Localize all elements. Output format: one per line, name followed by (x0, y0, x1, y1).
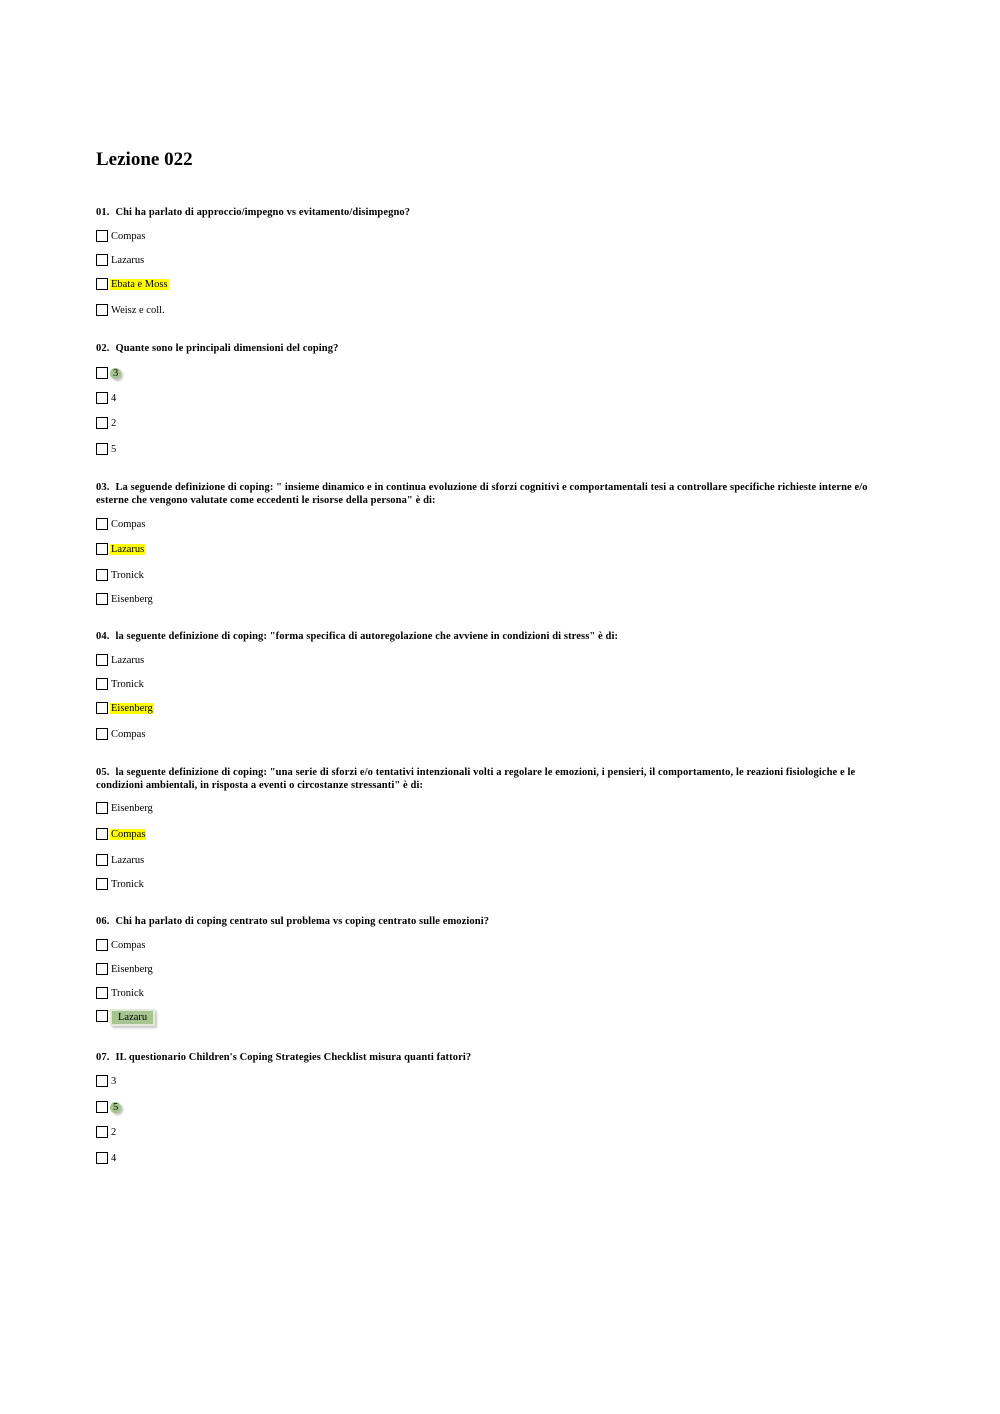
answer-label: Tronick (111, 987, 144, 999)
answer-label: 4 (111, 392, 117, 404)
question-text (96, 342, 886, 355)
answer-checkbox[interactable] (96, 367, 108, 379)
answer-option[interactable] (96, 416, 117, 430)
answer-label: Compas (111, 518, 146, 530)
question-text (96, 481, 886, 507)
answer-option[interactable] (96, 229, 146, 243)
question-label: la seguente definizione di coping: "forma specifica di autoregolazione che avviene in condizioni di stress" è di: (115, 631, 619, 642)
answer-option[interactable] (96, 568, 145, 582)
answer-option[interactable] (96, 592, 154, 606)
answer-label: Compas (111, 939, 146, 951)
answer-checkbox[interactable] (96, 392, 108, 404)
answer-checkbox[interactable] (96, 593, 108, 605)
question-text (96, 915, 886, 928)
question-label: IL questionario Children's Coping Strategies Checklist misura quanti fattori? (115, 1052, 472, 1063)
answer-checkbox[interactable] (96, 569, 108, 581)
answer-label: Lazarus (111, 654, 145, 666)
answer-option[interactable] (96, 653, 145, 667)
question-label: Chi ha parlato di coping centrato sul problema vs coping centrato sulle emozioni? (115, 916, 490, 927)
answer-option[interactable] (96, 938, 146, 952)
question-label: la seguente definizione di coping: "una serie di sforzi e/o tentativi intenzionali volti a regolare le emozioni, i pensieri, il comportamento, le reazioni fisiologiche e le condizioni ambientali, in risposta a eventi o circostanze stressanti" è di: (96, 767, 856, 791)
answer-option[interactable] (96, 366, 121, 380)
answer-checkbox[interactable] (96, 854, 108, 866)
answer-label: Ebata e Moss (111, 278, 168, 290)
answer-checkbox[interactable] (96, 1010, 108, 1022)
answer-checkbox[interactable] (96, 543, 108, 555)
answer-checkbox[interactable] (96, 728, 108, 740)
answer-option[interactable] (96, 442, 117, 456)
answer-checkbox[interactable] (96, 1126, 108, 1138)
answer-label: Eisenberg (111, 702, 153, 714)
answer-checkbox[interactable] (96, 1075, 108, 1087)
answer-option[interactable] (96, 677, 145, 691)
answer-option[interactable] (96, 253, 145, 267)
answer-option[interactable] (96, 701, 154, 715)
answer-option[interactable] (96, 1074, 117, 1088)
answer-label: Tronick (111, 569, 144, 581)
answer-checkbox[interactable] (96, 304, 108, 316)
answer-label: Lazarus (111, 254, 145, 266)
answer-checkbox[interactable] (96, 278, 108, 290)
answer-option[interactable] (96, 277, 169, 291)
answer-option[interactable] (96, 1125, 117, 1139)
answer-checkbox[interactable] (96, 1101, 108, 1113)
answer-option[interactable] (96, 542, 145, 556)
answer-checkbox[interactable] (96, 702, 108, 714)
answer-option[interactable] (96, 962, 154, 976)
answer-checkbox[interactable] (96, 828, 108, 840)
page-title: Lezione 022 (96, 149, 193, 170)
answer-label: Eisenberg (111, 963, 153, 975)
question-text (96, 1051, 886, 1064)
answer-option[interactable] (96, 853, 145, 867)
answer-label: 2 (111, 1126, 117, 1138)
quiz-page (96, 148, 906, 1164)
question-number: 01. (96, 207, 110, 218)
answer-label: Eisenberg (111, 593, 153, 605)
answer-checkbox[interactable] (96, 1152, 108, 1164)
answer-label: Compas (111, 728, 146, 740)
answer-label: Tronick (111, 678, 144, 690)
answer-option[interactable] (96, 801, 154, 815)
question-number: 02. (96, 343, 110, 354)
answer-checkbox[interactable] (96, 417, 108, 429)
answer-option[interactable] (96, 391, 117, 405)
answer-option[interactable] (96, 1009, 155, 1023)
question-number: 05. (96, 767, 110, 778)
question-label: Chi ha parlato di approccio/impegno vs evitamento/disimpegno? (115, 207, 411, 218)
question-text (96, 766, 886, 792)
answer-label: 5 (110, 1102, 121, 1113)
answer-checkbox[interactable] (96, 939, 108, 951)
question-number: 03. (96, 482, 110, 493)
answer-label: 2 (111, 417, 117, 429)
answer-checkbox[interactable] (96, 654, 108, 666)
answer-label: 3 (110, 368, 121, 379)
answer-checkbox[interactable] (96, 878, 108, 890)
answer-option[interactable] (96, 303, 166, 317)
answer-option[interactable] (96, 877, 145, 891)
answer-option[interactable] (96, 986, 145, 1000)
answer-checkbox[interactable] (96, 443, 108, 455)
answer-label: 3 (111, 1075, 117, 1087)
answer-label: Eisenberg (111, 802, 153, 814)
answer-label: Tronick (111, 878, 144, 890)
answer-label: Compas (111, 230, 146, 242)
answer-checkbox[interactable] (96, 802, 108, 814)
question-number: 07. (96, 1052, 110, 1063)
question-label: Quante sono le principali dimensioni del coping? (115, 343, 339, 354)
answer-option[interactable] (96, 827, 146, 841)
question-text (96, 630, 886, 643)
answer-checkbox[interactable] (96, 230, 108, 242)
answer-option[interactable] (96, 517, 146, 531)
answer-label: 5 (111, 443, 117, 455)
question-label: La seguende definizione di coping: " insieme dinamico e in continua evoluzione di sforzi cognitivi e comportamentali tesi a controllare specifiche richieste interne e/o esterne che vengono valutate come eccedenti le risorse della persona" è di: (96, 482, 868, 506)
answer-option[interactable] (96, 1151, 117, 1165)
answer-checkbox[interactable] (96, 518, 108, 530)
answer-label: Weisz e coll. (111, 304, 165, 316)
question-text (96, 206, 886, 219)
answer-checkbox[interactable] (96, 254, 108, 266)
answer-checkbox[interactable] (96, 678, 108, 690)
answer-checkbox[interactable] (96, 963, 108, 975)
answer-label: Lazarus (111, 854, 145, 866)
answer-label: 4 (111, 1152, 117, 1164)
answer-checkbox[interactable] (96, 987, 108, 999)
answer-label: Lazarus (111, 543, 145, 555)
answer-option[interactable] (96, 1100, 121, 1114)
question-number: 04. (96, 631, 110, 642)
answer-option[interactable] (96, 727, 146, 741)
answer-label: Lazaru (110, 1009, 155, 1026)
question-number: 06. (96, 916, 110, 927)
answer-label: Compas (111, 828, 146, 840)
